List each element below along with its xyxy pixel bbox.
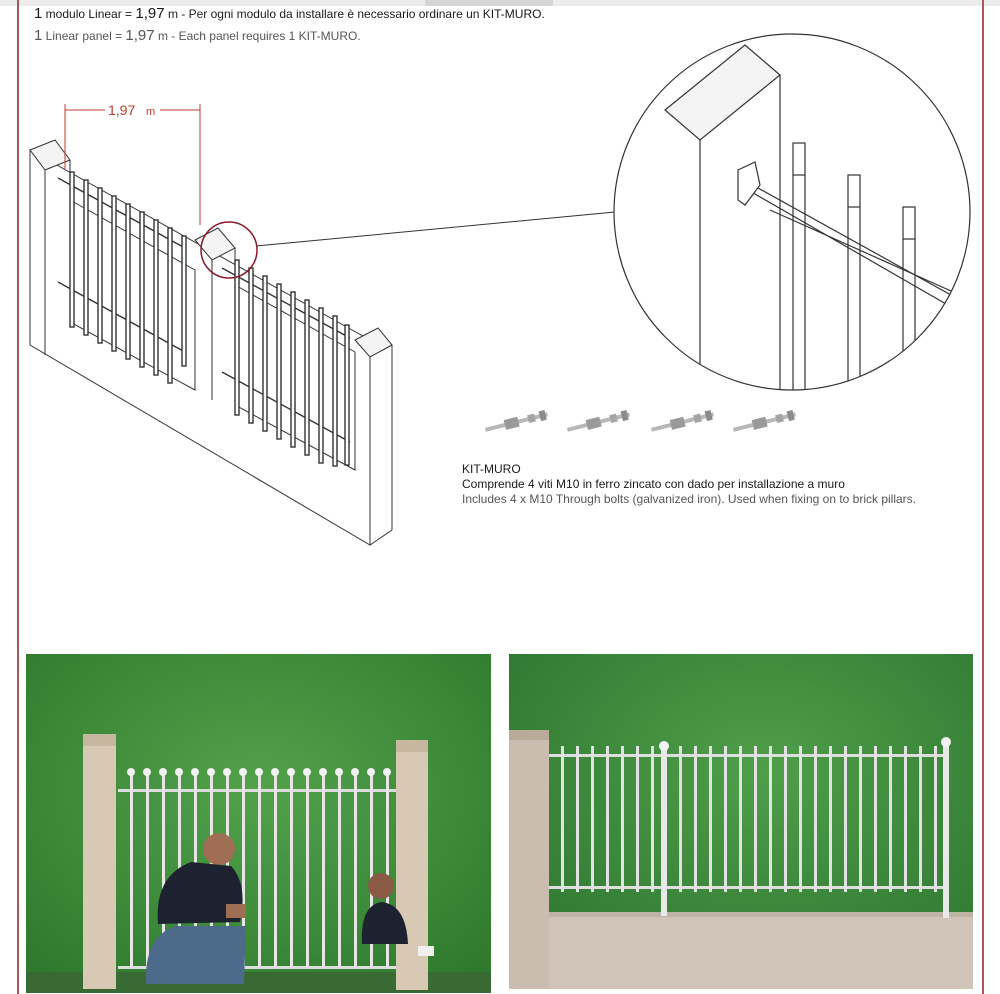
caption-it-text1: modulo Linear =	[42, 7, 136, 21]
caption-it-text2: m - Per ogni modulo da installare è necessario ordinare un KIT-MURO.	[164, 7, 545, 21]
installation-photo-right	[509, 654, 973, 989]
caption-it-prefix: 1	[34, 5, 43, 22]
bolt-icons	[484, 409, 797, 434]
caption-en-text2: m - Each panel requires 1 KIT-MURO.	[154, 29, 361, 43]
bolt-icon-3	[650, 409, 715, 434]
caption-en-prefix: 1	[34, 27, 43, 44]
detail-connector-line	[256, 212, 615, 246]
dimension-value: 1,97	[108, 102, 136, 118]
kit-title: KIT-MURO	[462, 462, 521, 476]
kit-description	[462, 462, 916, 507]
dimension-unit: m	[146, 106, 156, 118]
kit-description-en: Includes 4 x M10 Through bolts (galvanized iron). Used when fixing on to brick pillars.	[462, 492, 917, 506]
caption-en-text1: Linear panel =	[42, 29, 126, 43]
bolt-icon-2	[566, 409, 631, 434]
installation-photo-left	[26, 654, 491, 993]
bolt-icon-4	[732, 409, 797, 434]
caption-it-value: 1,97	[135, 5, 165, 22]
kit-description-it: Comprende 4 viti M10 in ferro zincato con dado per installazione a muro	[462, 477, 845, 491]
caption-en-value: 1,97	[125, 27, 155, 44]
bolt-icon-1	[484, 409, 549, 434]
detail-magnified-view	[614, 34, 970, 400]
